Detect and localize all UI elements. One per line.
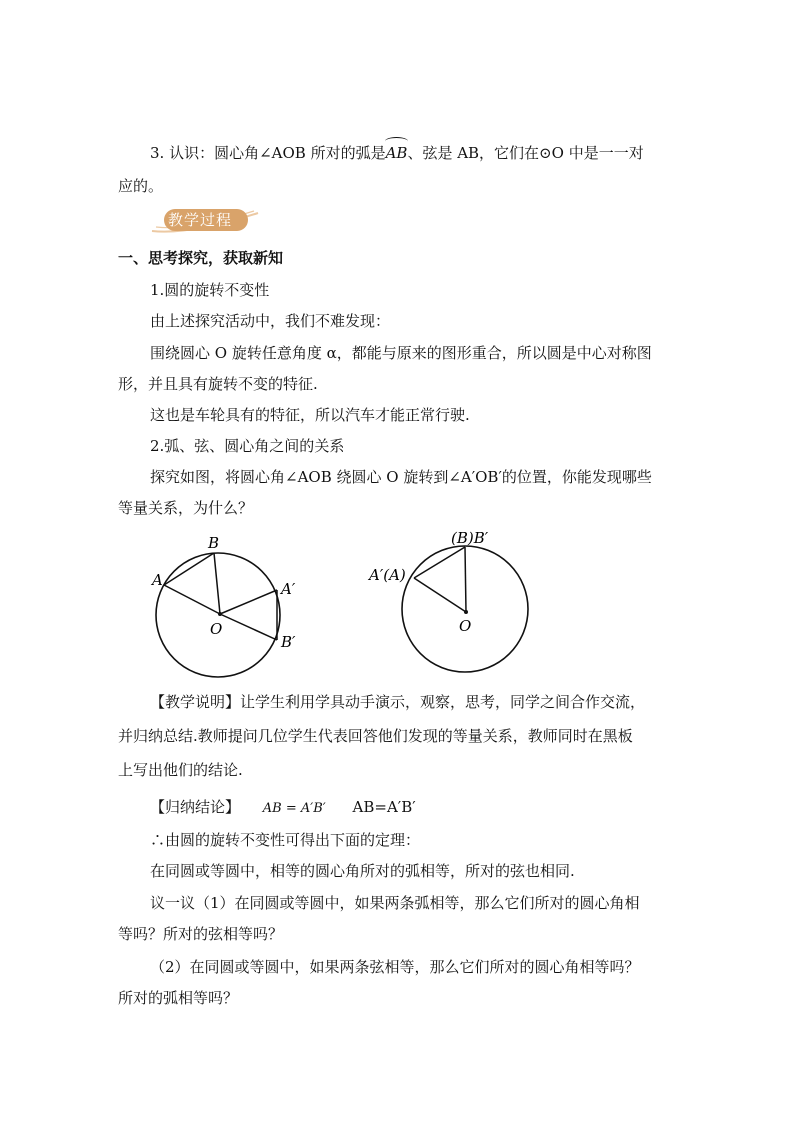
- paragraph-1: 由上述探究活动中，我们不难发现：: [150, 312, 391, 330]
- badge-text: 教学过程: [168, 211, 233, 229]
- paragraph-5b: 并归纳总结.教师提问几位学生代表回答他们发现的等量关系，教师同时在黑板: [118, 727, 633, 745]
- section-badge: [150, 205, 260, 235]
- label-A-prime: A′: [281, 580, 296, 598]
- statement-text-b: 、弦是 AB，它们在⊙O 中是一一对: [407, 144, 644, 162]
- paragraph-9b: 所对的弧相等吗？: [118, 989, 239, 1007]
- figure-left: [140, 530, 350, 685]
- paragraph-8b: 等吗？所对的弦相等吗？: [118, 925, 284, 943]
- circle-left: [156, 553, 280, 677]
- label-A-right: A′(A): [369, 566, 406, 584]
- subheading-1: 1.圆的旋转不变性: [150, 281, 270, 299]
- statement-text-a: 3. 认识：圆心角∠AOB 所对的弧是: [150, 144, 386, 162]
- label-A: A: [152, 571, 163, 589]
- paragraph-2a: 围绕圆心 O 旋转任意角度 α，都能与原来的图形重合，所以圆是中心对称图: [150, 344, 652, 362]
- paragraph-4b: 等量关系，为什么？: [118, 499, 254, 517]
- subheading-2: 2.弧、弦、圆心角之间的关系: [150, 437, 345, 455]
- arc-equality: AB = A′B′: [262, 801, 326, 816]
- section-heading: 一、思考探究，获取新知: [118, 249, 284, 267]
- theorem: 在同圆或等圆中，相等的圆心角所对的弧相等，所对的弦也相同.: [150, 862, 575, 880]
- conclusion-line: [150, 797, 416, 819]
- label-B-right: (B)B′: [451, 529, 489, 547]
- figure-right: [365, 527, 535, 682]
- label-B-prime: B′: [281, 633, 296, 651]
- label-O: O: [210, 620, 223, 638]
- paragraph-5c: 上写出他们的结论.: [118, 761, 243, 779]
- arc-ab-symbol: AB: [385, 144, 408, 162]
- paragraph-8a: 议一议（1）在同圆或等圆中，如果两条弧相等，那么它们所对的圆心角相: [150, 894, 640, 912]
- paragraph-2b: 形，并且具有旋转不变的特征.: [118, 375, 318, 393]
- paragraph-4a: 探究如图，将圆心角∠AOB 绕圆心 O 旋转到∠A′OB′的位置，你能发现哪些: [150, 468, 652, 486]
- chord-equality: AB=A′B′: [352, 798, 416, 816]
- label-O-right: O: [459, 617, 472, 635]
- paragraph-9a: （2）在同圆或等圆中，如果两条弦相等，那么它们所对的圆心角相等吗？: [150, 958, 640, 976]
- label-B: B: [208, 534, 220, 552]
- paragraph-5a: 【教学说明】让学生利用学具动手演示，观察，思考，同学之间合作交流，: [150, 693, 646, 711]
- paragraph-6: ∴由圆的旋转不变性可得出下面的定理：: [150, 831, 421, 849]
- conclusion-label: 【归纳结论】: [150, 798, 241, 816]
- paragraph-3: 这也是车轮具有的特征，所以汽车才能正常行驶.: [150, 406, 470, 424]
- statement-line-cont: 应的。: [118, 177, 164, 195]
- statement-line: [150, 143, 644, 163]
